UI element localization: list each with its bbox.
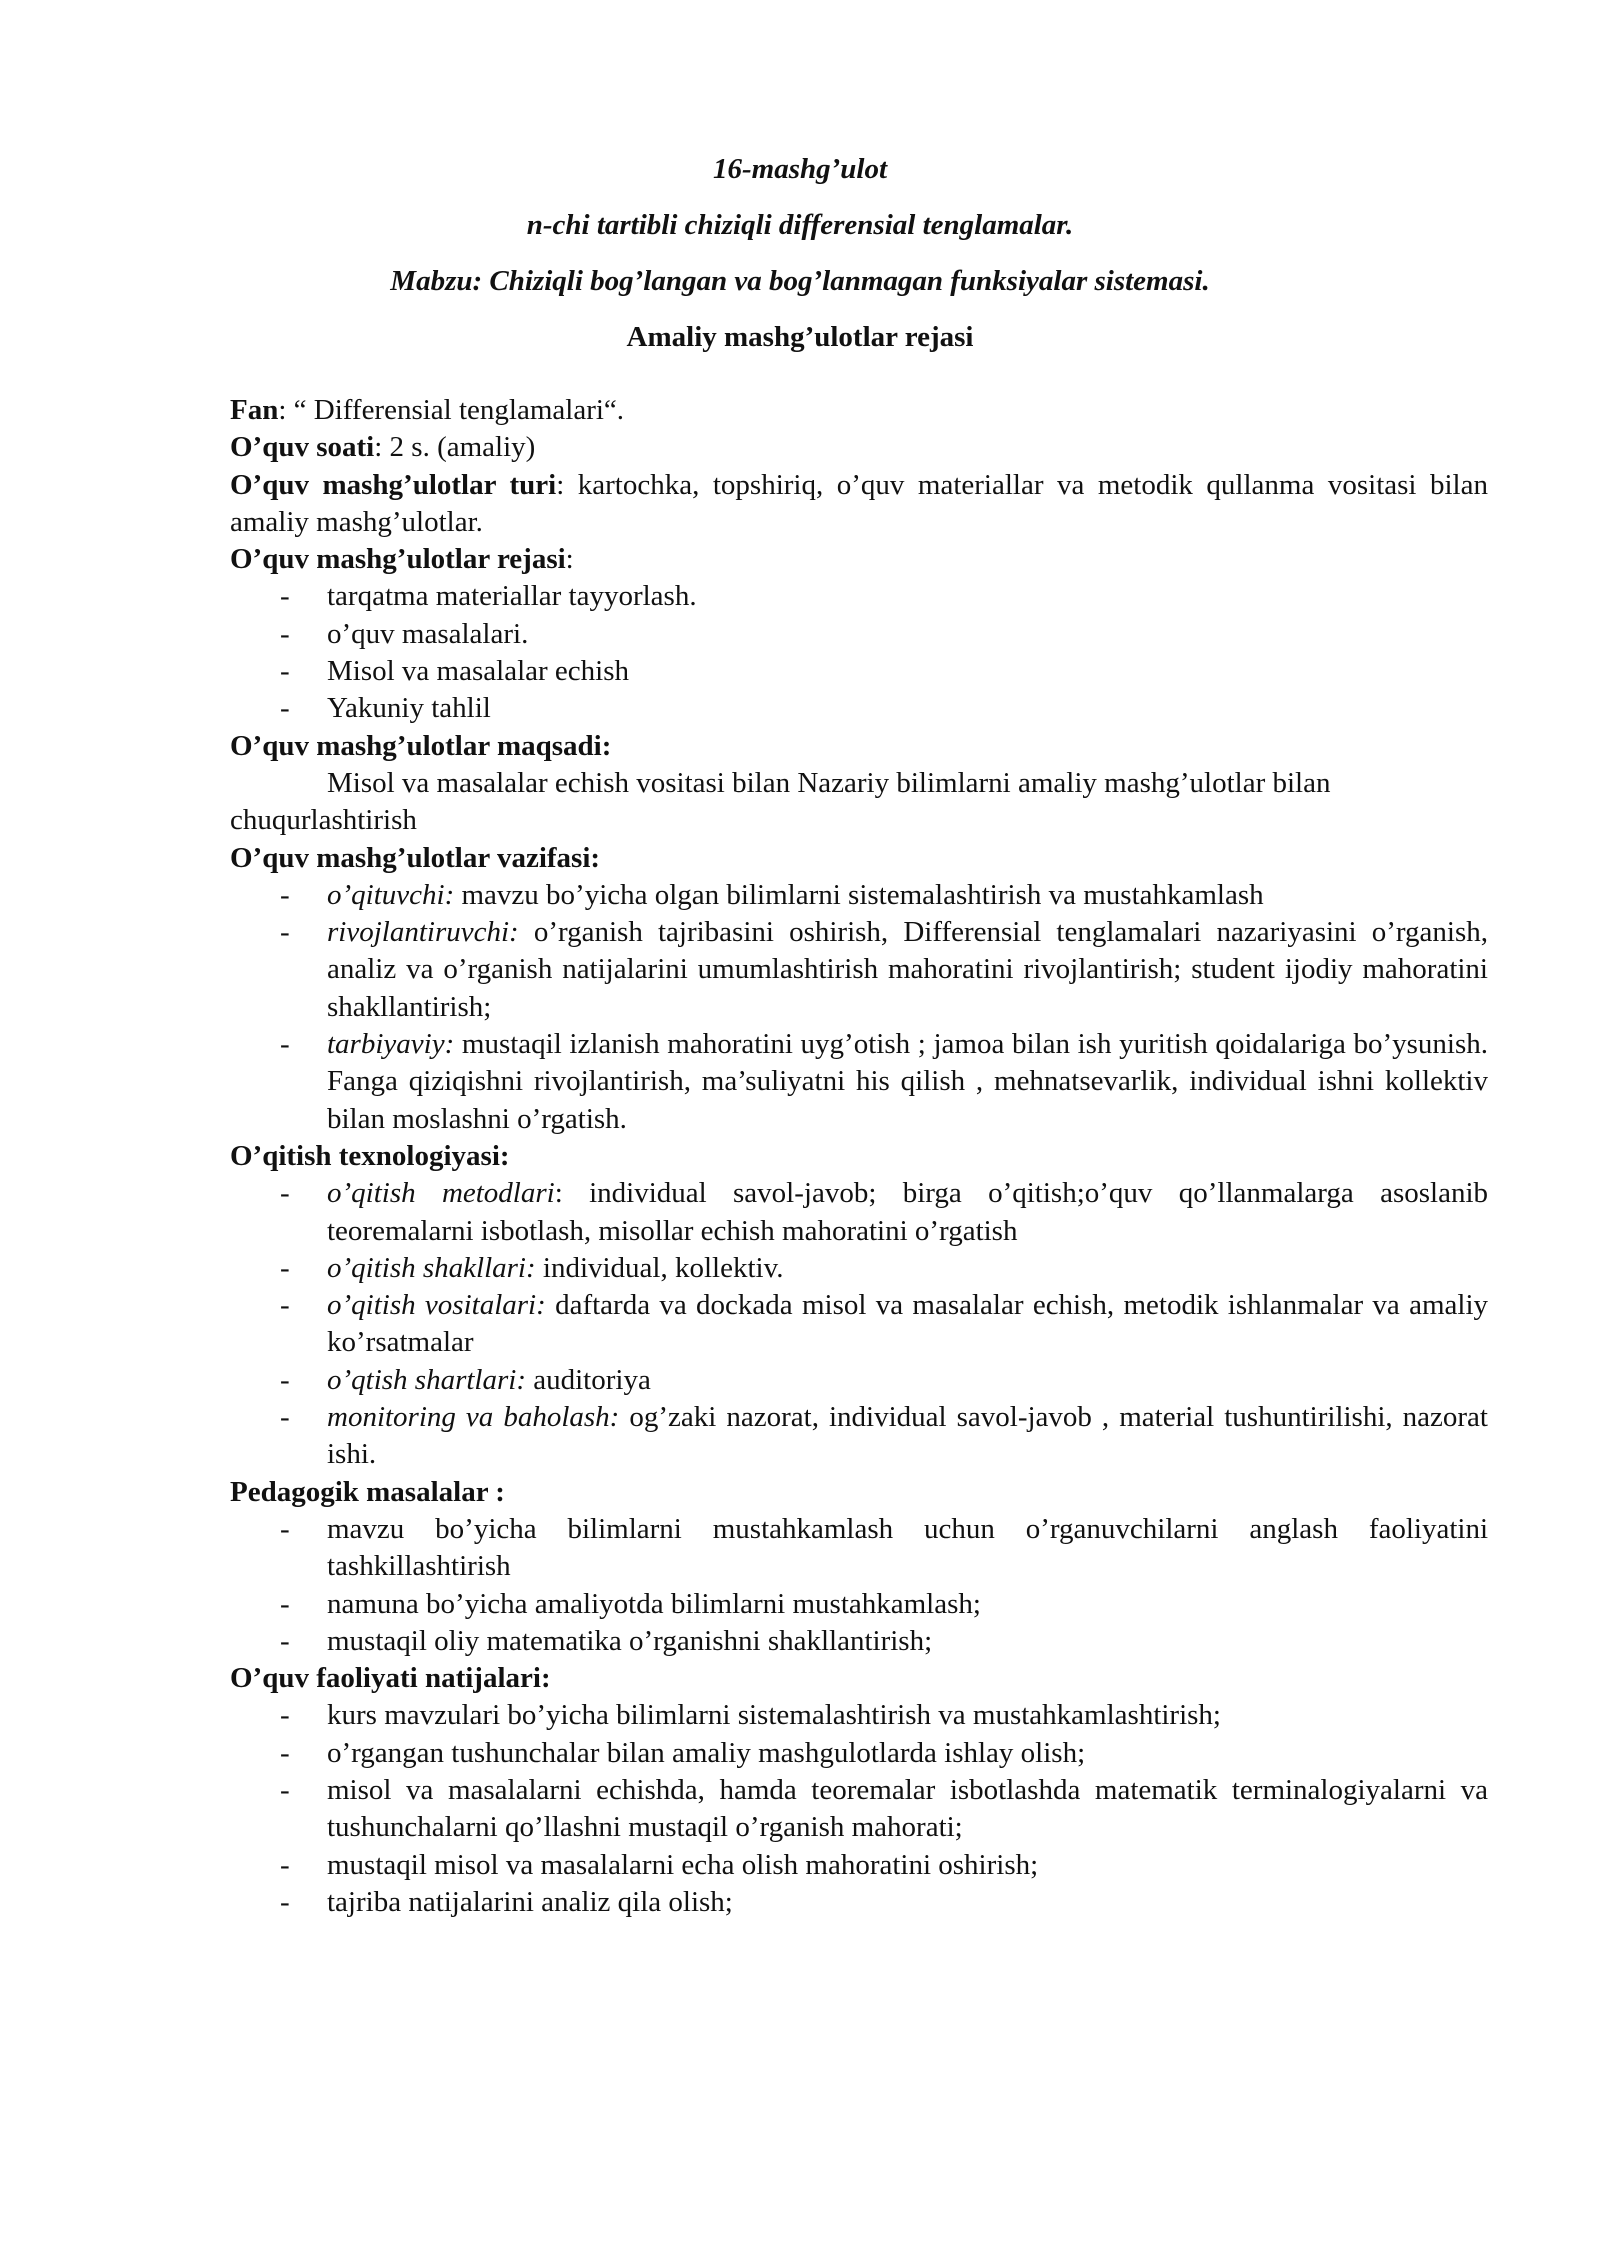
turi-line (230, 467, 1488, 542)
list-item (230, 1175, 1488, 1250)
soat-value: : 2 s. (amaliy) (374, 431, 536, 464)
item-term: o’qitish shakllari: (327, 1251, 536, 1284)
list-item (230, 1250, 1488, 1287)
item-text: og’zaki nazorat, individual savol-javob , material tushuntirilishi, nazorat ishi. (327, 1401, 1488, 1471)
list-item: - mustaqil oliy matematika o’rganishni shakllantirish; (230, 1623, 1488, 1660)
item-term: o’qitish vositalari: (327, 1289, 546, 1322)
item-text: mustaqil izlanish mahoratini uyg’otish ; jamoa bilan ish yuritish qoidalariga bo’ysunish. Fanga qiziqishni rivojlantirish, ma’suliyatni his qilish , mehnatsevarlik, individual ishni kollektiv bilan moslashni o’rgatish. (327, 1028, 1488, 1135)
lesson-subject: Mabzu: Chiziqli bog’langan va bog’lanmagan funksiyalar sistemasi. (390, 265, 1210, 297)
item-term: rivojlantiruvchi: (327, 916, 519, 949)
vazifa-heading: O’quv mashg’ulotlar vazifasi: (230, 841, 601, 874)
item-text: o’rganish tajribasini oshirish, Differensial tenglamalari nazariyasini o’rganish, analiz va o’rganish natijalarini umumlashtirish mahoratini rivojlantirish; student ijodiy mahoratini shakllantirish; (327, 916, 1488, 1023)
pedagogik-list (230, 1511, 1488, 1660)
soat-label: O’quv soati (230, 431, 375, 464)
natijalar-list (230, 1697, 1488, 1921)
fan-line (230, 392, 1488, 429)
natijalar-heading: O’quv faoliyati natijalari: (230, 1662, 551, 1695)
item-text: daftarda va dockada misol va masalalar echish, metodik ishlanmalar va amaliy ko’rsatmalar (327, 1289, 1488, 1359)
plan-title: Amaliy mashg’ulotlar rejasi (626, 321, 974, 353)
reja-colon: : (565, 543, 574, 576)
reja-list (230, 578, 1488, 727)
list-item: - Misol va masalalar echish (230, 653, 1488, 690)
document-body (230, 392, 1488, 1921)
item-term: o’qtish shartlari: (327, 1363, 526, 1396)
list-item (230, 1026, 1488, 1138)
list-item (230, 1362, 1488, 1399)
list-item (230, 914, 1488, 1026)
fan-value: : “ Differensial tenglamalari“. (278, 394, 625, 426)
list-item (230, 1399, 1488, 1474)
item-text: auditoriya (526, 1363, 651, 1396)
texnologiya-list (230, 1175, 1488, 1473)
pedagogik-heading: Pedagogik masalalar : (230, 1475, 505, 1508)
list-item (230, 1287, 1488, 1362)
fan-label: Fan (230, 394, 279, 426)
list-item: - namuna bo’yicha amaliyotda bilimlarni mustahkamlash; (230, 1586, 1488, 1623)
list-item (230, 877, 1488, 914)
soat-line (230, 429, 1488, 466)
item-term: o’qituvchi: (327, 878, 455, 911)
list-item: - o’rgangan tushunchalar bilan amaliy mashgulotlarda ishlay olish; (230, 1735, 1488, 1772)
item-text: individual, kollektiv. (535, 1251, 784, 1284)
list-item: - Yakuniy tahlil (230, 690, 1488, 727)
lesson-number: 16-mashg’ulot (712, 153, 888, 185)
list-item: - mavzu bo’yicha bilimlarni mustahkamlash uchun o’rganuvchilarni anglash faoliyatini tashkillashtirish (230, 1511, 1488, 1586)
document-header (0, 150, 1600, 374)
list-item: - tajriba natijalarini analiz qila olish; (230, 1884, 1488, 1921)
vazifa-list (230, 877, 1488, 1138)
item-text: : individual savol-javob; birga o’qitish;o’quv qo’llanmalarga asoslanib teoremalarni isbotlash, misollar echish mahoratini o’rgatish (327, 1177, 1489, 1247)
item-text: mavzu bo’yicha olgan bilimlarni sistemalashtirish va mustahkamlash (454, 878, 1264, 911)
item-term: tarbiyaviy: (327, 1028, 455, 1061)
turi-value: : kartochka, topshiriq, o’quv materiallar va metodik qullanma vositasi bilan amaliy mashg’ulotlar. (230, 468, 1488, 538)
texnologiya-heading: O’qitish texnologiyasi: (230, 1139, 510, 1172)
reja-label: O’quv mashg’ulotlar rejasi (230, 543, 566, 576)
reja-heading (230, 541, 1488, 578)
maqsad-text: Misol va masalalar echish vositasi bilan Nazariy bilimlarni amaliy mashg’ulotlar bilan chuqurlashtirish (230, 766, 1331, 837)
list-item: - tarqatma materiallar tayyorlash. (230, 578, 1488, 615)
maqsad-heading: O’quv mashg’ulotlar maqsadi: (230, 729, 612, 762)
item-term: monitoring va baholash: (327, 1401, 620, 1434)
list-item: - o’quv masalalari. (230, 616, 1488, 653)
list-item: - misol va masalalarni echishda, hamda teoremalar isbotlashda matematik terminalogiyalarni va tushunchalarni qo’llashni mustaqil o’rganish mahorati; (230, 1772, 1488, 1847)
item-term: o’qitish metodlari (327, 1177, 555, 1210)
list-item: - mustaqil misol va masalalarni echa olish mahoratini oshirish; (230, 1847, 1488, 1884)
list-item: - kurs mavzulari bo’yicha bilimlarni sistemalashtirish va mustahkamlashtirish; (230, 1697, 1488, 1734)
lesson-topic: n-chi tartibli chiziqli differensial tenglamalar. (526, 209, 1074, 241)
turi-label: O’quv mashg’ulotlar turi (230, 468, 557, 501)
